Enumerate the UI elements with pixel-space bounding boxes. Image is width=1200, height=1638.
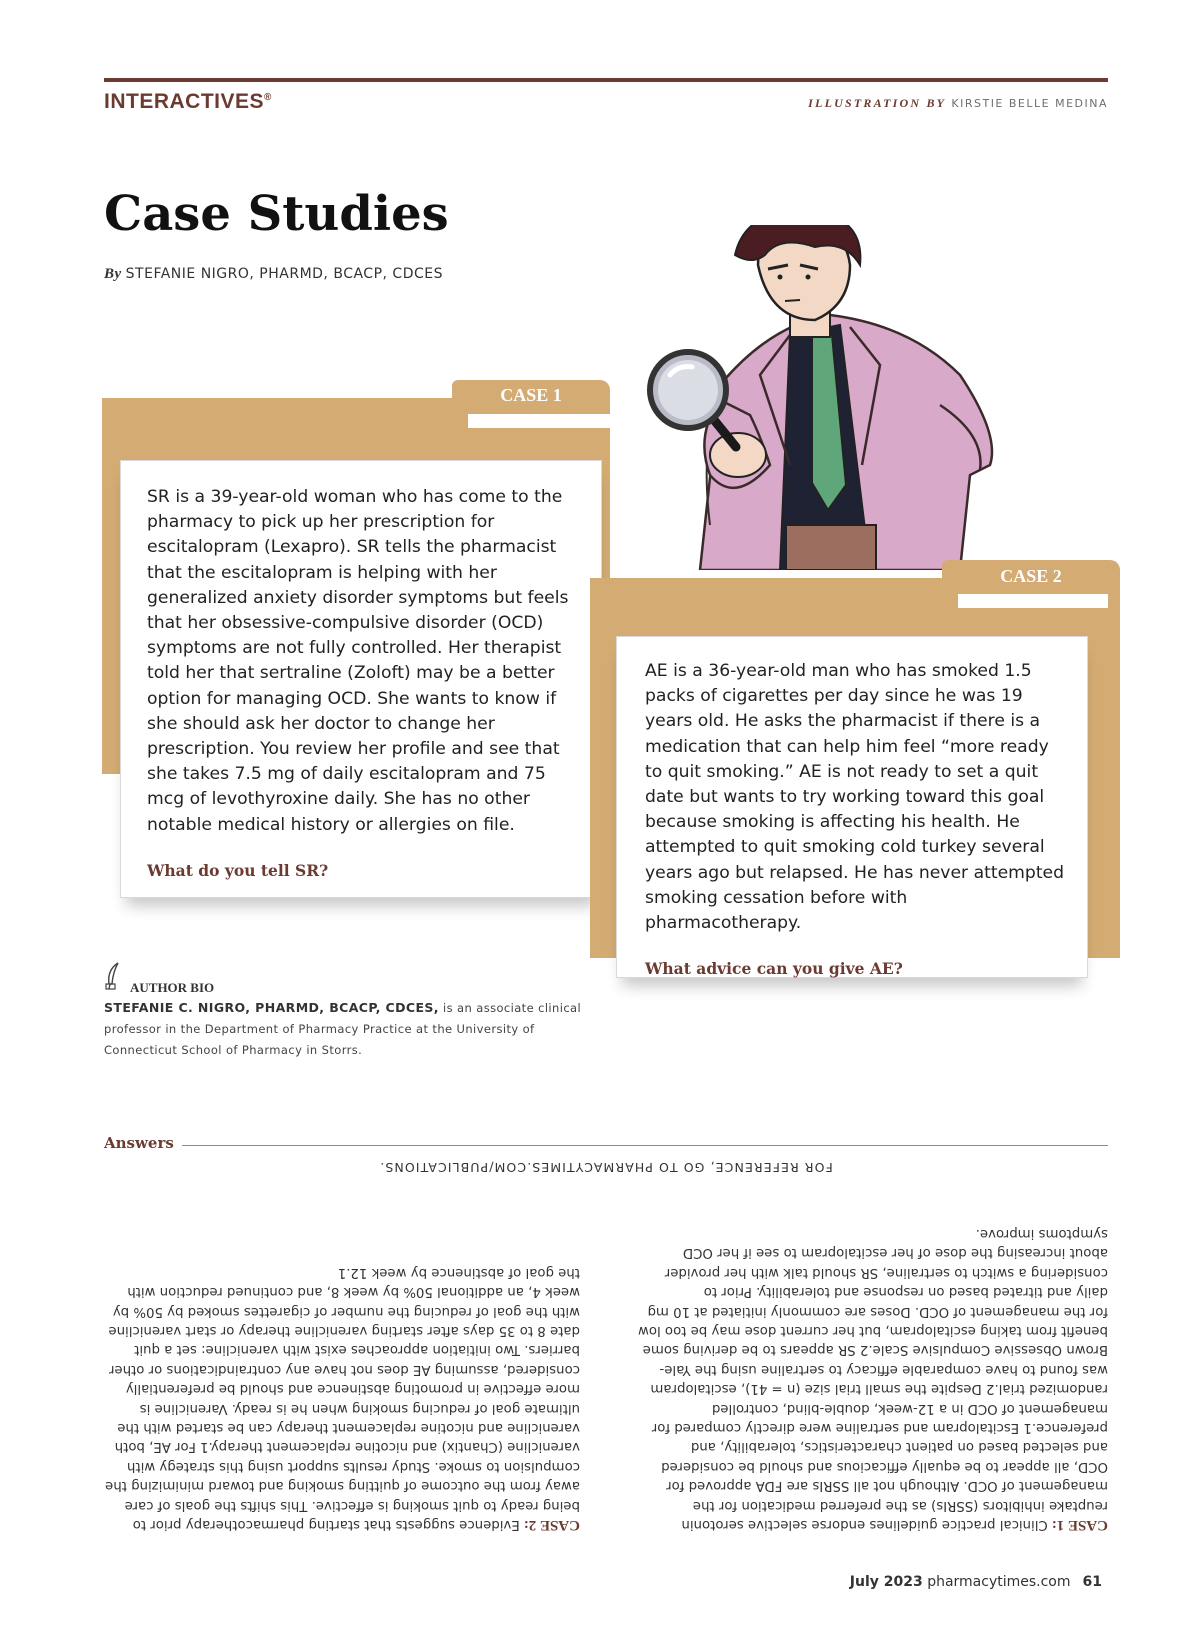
author-bio: STEFANIE C. NIGRO, PHARMD, BCACP, CDCES, is an associate clinical professor in the Department of Pharmacy Practice at the University of Connecticut School of Pharmacy in Storrs. (104, 1000, 582, 1057)
case2-text: AE is a 36-year-old man who has smoked 1.5 packs of cigarettes per day since he was 19 years old. He asks the pharmacist if there is a medication that can help him feel “more ready to quit smoking.” AE is not ready to set a quit date but wants to try working toward this goal because smoking is affecting his health. He attempted to quit smoking cold turkey several years ago but relapsed. He has never attempted smoking cessation before with pharmacotherapy. (645, 661, 1065, 934)
answers-rule (182, 1145, 1108, 1146)
answers-label: Answers (104, 1134, 174, 1152)
detective-illustration (640, 225, 1000, 570)
quill-pen-icon (104, 962, 122, 990)
top-rule (104, 78, 1108, 82)
author-bio-label: AUTHOR BIO (130, 980, 215, 995)
case2-folder-inner (958, 594, 1108, 608)
case1-question: What do you tell SR? (147, 860, 329, 880)
illustration-credit: ILLUSTRATION BY KIRSTIE BELLE MEDINA (808, 96, 1108, 110)
case2-question: What advice can you give AE? (645, 959, 903, 979)
case2-card (616, 636, 1088, 978)
answer-case2: CASE 2:Evidence suggests that starting pharmacotherapy prior to being ready to quit smoking is effective. This shifts the goals of care away from the outcome of quitting smoking and toward minimizing the compulsion to smoke. Study results support using this strategy with varenicline (Chantix) and nicotine replacement therapy.1 For AE, both varenicline and nicotine replacement therapy can be started with the ultimate goal of reducing smoking when he is ready. Varenicline is more effective in promoting abstinence and should be preferentially considered, assuming AE does not have any contraindications or other barriers. Two initiation approaches exist with varenicline: set a quit date 8 to 35 days after starting varenicline therapy or start varenicline with the goal of reducing the number of cigarettes smoked by 50% by week 4, an additional 50% by week 8, and continued reduction with the goal of abstinence by week 12.1 (105, 1264, 580, 1533)
case1-text: SR is a 39-year-old woman who has come to the pharmacy to pick up her prescription for escitalopram (Lexapro). SR tells the pharmacist that the escitalopram is helping with her generalized anxiety disorder symptoms but feels that her obsessive-compulsive disorder (OCD) symptoms are not fully controlled. Her therapist told her that sertraline (Zoloft) may be a better option for managing OCD. She wants to know if she should ask her doctor to change her prescription. You review her profile and see that she takes 7.5 mg of daily escitalopram and 75 mcg of levothyroxine daily. She has no other notable medical history or allergies on file. (147, 487, 569, 835)
answer-case1: CASE 1:Clinical practice guidelines endorse selective serotonin reuptake inhibitors (SSRIs) as the preferred medication for the management of OCD. Although not all SSRIs are FDA approved for OCD, all appear to be equally efficacious and should be considered and selected based on patient characteristics, tolerability, and preference.1 Escitalopram and sertraline were directly compared for management of OCD in a 12-week, double-blind, controlled randomized trial.2 Despite the small trial size (n = 41), escitalopram was found to have comparable efficacy to sertraline using the Yale-Brown Obsessive Compulsive Scale.2 SR appears to be deriving some benefit from taking escitalopram, but her current dose may be too low for the management of OCD. Doses are commonly initiated at 10 mg daily and titrated based on response and tolerability. Prior to considering a switch to sertraline, SR should talk with her provider about increasing the dose of her escitalopram to see if her OCD symptoms improve. (637, 1225, 1108, 1533)
inverted-answers (104, 1160, 1108, 1540)
case1-folder-inner (468, 414, 610, 428)
page-title: Case Studies (104, 186, 449, 242)
case1-card (120, 460, 602, 898)
answers-reference: FOR REFERENCE, GO TO PHARMACYTIMES.COM/PUBLICATIONS. (379, 1160, 833, 1175)
case2-tab: CASE 2 (942, 560, 1120, 592)
page-footer: July 2023 pharmacytimes.com 61 (849, 1574, 1102, 1590)
section-label: INTERACTIVES® (104, 90, 272, 113)
byline: By STEFANIE NIGRO, PHARMD, BCACP, CDCES (104, 266, 443, 282)
case1-tab: CASE 1 (452, 380, 610, 410)
